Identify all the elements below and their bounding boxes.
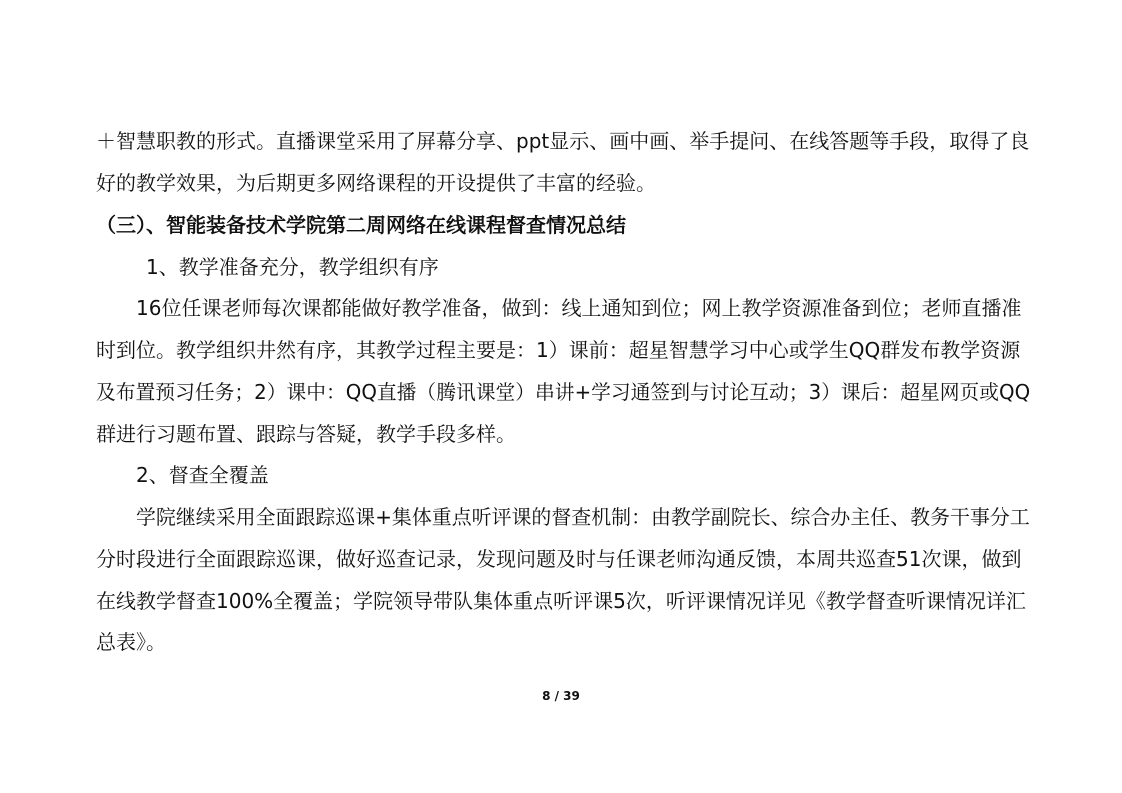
section-heading: （三）、智能装备技术学院第二周网络在线课程督查情况总结	[96, 213, 626, 237]
paragraph-line: 在线教学督查100%全覆盖；学院领导带队集体重点听评课5次，听评课情况详见《教学督查听课情况详汇	[96, 589, 1026, 613]
paragraph-line: 好的教学效果，为后期更多网络课程的开设提供了丰富的经验。	[96, 171, 656, 195]
paragraph-line: 学院继续采用全面跟踪巡课+集体重点听评课的督查机制：由教学副院长、综合办主任、教务干事分工	[136, 505, 1030, 529]
paragraph-line: 总表》。	[96, 630, 166, 654]
page-number: 8 / 39	[542, 689, 580, 703]
subheading: 1、教学准备充分，教学组织有序	[146, 255, 439, 279]
paragraph-line: 及布置预习任务；2）课中：QQ直播（腾讯课堂）串讲+学习通签到与讨论互动；3）课后：超星网页或QQ	[96, 380, 1031, 404]
paragraph-line: 16位任课老师每次课都能做好教学准备，做到：线上通知到位；网上教学资源准备到位；老师直播准	[136, 296, 1022, 320]
paragraph-line: ＋智慧职教的形式。直播课堂采用了屏幕分享、ppt显示、画中画、举手提问、在线答题等手段，取得了良	[96, 129, 1030, 153]
paragraph-line: 时到位。教学组织井然有序，其教学过程主要是：1）课前：超星智慧学习中心或学生QQ群发布教学资源	[96, 338, 1021, 362]
paragraph-line: 群进行习题布置、跟踪与答疑，教学手段多样。	[96, 422, 516, 446]
subheading: 2、督查全覆盖	[136, 463, 269, 487]
paragraph-line: 分时段进行全面跟踪巡课，做好巡查记录，发现问题及时与任课老师沟通反馈，本周共巡查51次课，做到	[96, 547, 1022, 571]
